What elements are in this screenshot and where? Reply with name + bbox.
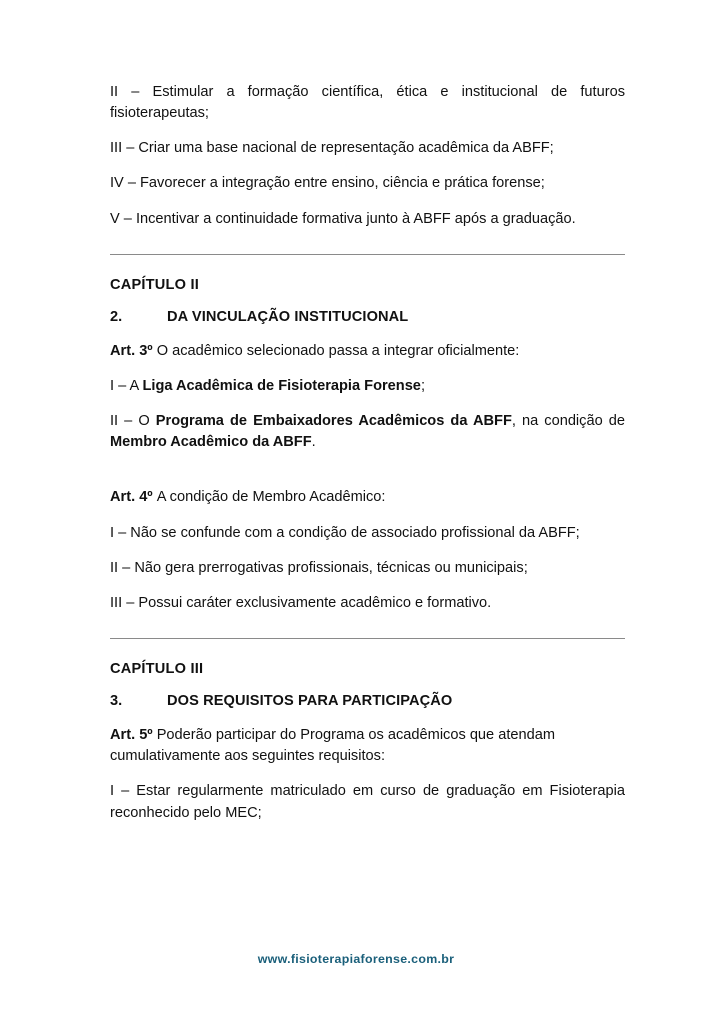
paragraph-art-5: Art. 5º Poderão participar do Programa os acadêmicos que atendam cumulativamente aos seguintes requisitos: <box>110 727 556 765</box>
chapter-two-heading: CAPÍTULO II <box>110 276 199 293</box>
paragraph-item-v-objetivo: V – Incentivar a continuidade formativa junto à ABFF após a graduação. <box>110 210 576 227</box>
footer-website-link[interactable]: www.fisioterapiaforense.com.br <box>257 952 455 966</box>
paragraph-art-3-item-ii: II – O Programa de Embaixadores Acadêmicos da ABFF, na condição de Membro Acadêmico da ABFF. <box>110 413 626 451</box>
chapter-two-section-title: DA VINCULAÇÃO INSTITUCIONAL <box>167 308 409 325</box>
paragraph-art-4-item-iii: III – Possui caráter exclusivamente acadêmico e formativo. <box>110 594 492 611</box>
paragraph-art-4-item-ii: II – Não gera prerrogativas profissionais, técnicas ou municipais; <box>110 559 528 576</box>
chapter-three-heading: CAPÍTULO III <box>110 661 204 678</box>
document-body <box>110 82 625 838</box>
paragraph-art-5-item-i: I – Estar regularmente matriculado em curso de graduação em Fisioterapia reconhecido pelo MEC; <box>110 783 625 821</box>
chapter-two-section-row <box>110 309 625 325</box>
page-footer <box>0 950 712 968</box>
chapter-three-section-title: DOS REQUISITOS PARA PARTICIPAÇÃO <box>167 693 453 710</box>
section-divider-one <box>110 254 625 255</box>
paragraph-item-ii-objetivo: II – Estimular a formação científica, ética e institucional de futuros fisioterapeutas; <box>110 84 625 122</box>
paragraph-art-3-item-i: I – A Liga Acadêmica de Fisioterapia Forense; <box>110 377 425 394</box>
paragraph-item-iii-objetivo: III – Criar uma base nacional de representação acadêmica da ABFF; <box>110 140 554 157</box>
section-divider-two <box>110 638 625 639</box>
paragraph-art-4: Art. 4º A condição de Membro Acadêmico: <box>110 489 386 506</box>
paragraph-art-3: Art. 3º O acadêmico selecionado passa a integrar oficialmente: <box>110 342 520 359</box>
chapter-three-section-number: 3. <box>110 693 123 710</box>
paragraph-item-iv-objetivo: IV – Favorecer a integração entre ensino, ciência e prática forense; <box>110 175 545 192</box>
paragraph-art-4-item-i: I – Não se confunde com a condição de associado profissional da ABFF; <box>110 524 580 541</box>
chapter-three-section-row <box>110 693 625 709</box>
chapter-two-section-number: 2. <box>110 308 123 325</box>
paragraph-spacer <box>110 467 625 487</box>
